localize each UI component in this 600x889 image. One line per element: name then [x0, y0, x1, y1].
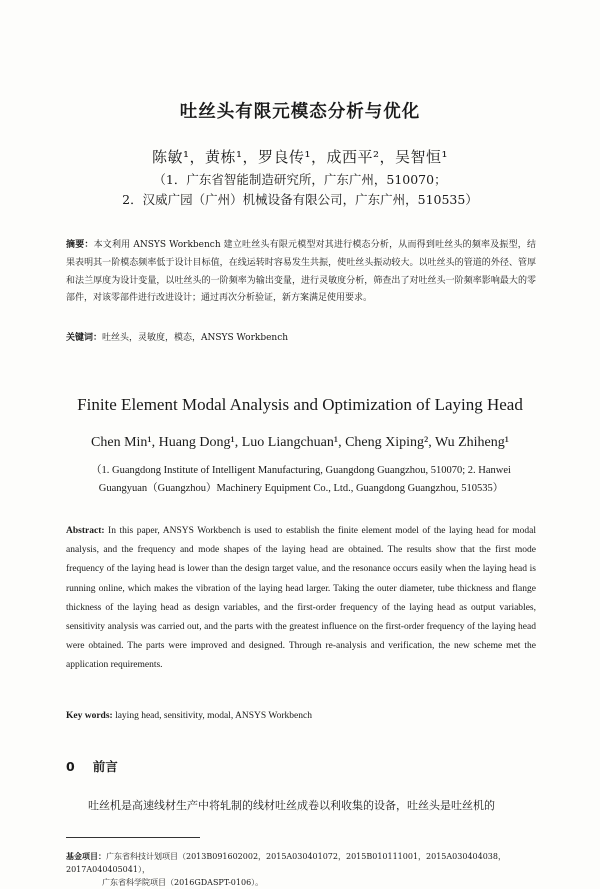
footnote-rule — [66, 837, 200, 838]
zh-affiliation-2: 2．汉威广园（广州）机械设备有限公司，广东广州，510535） — [122, 192, 478, 207]
en-keywords-text: laying head, sensitivity, modal, ANSYS Workbench — [112, 711, 312, 721]
section-number: 0 — [66, 759, 75, 774]
en-abstract-text: In this paper, ANSYS Workbench is used to establish the finite element model of the laying head for modal analysis, and the frequency and mode shapes of the laying head are obtained. The results show that the first mode frequency of the laying head is lower than the design target value, and the resonance occurs easily when the laying head is running online, which makes the vibration of the laying head larger. Taking the outer diameter, tube thickness and flange thickness of the laying head as design variables, and the first-order frequency of the laying head as output variables, sensitivity analysis was carried out, and the parts with the greatest influence on the first-order frequency of the laying head were obtained. The parts were improved and designed. Through re-analysis and verification, the new scheme met the application requirements. — [66, 526, 536, 671]
zh-abstract-label: 摘要： — [66, 240, 94, 250]
zh-abstract-text: 本文利用 ANSYS Workbench 建立吐丝头有限元模型对其进行模态分析，从而得到吐丝头的频率及振型，结果表明其一阶模态频率低于设计目标值，在线运转时容易发生共振，使吐丝头振动较大。以吐丝头的管道的外径、管厚和法兰厚度为设计变量，以吐丝头的一阶频率为输出变量，进行灵敏度分析，筛查出了对吐丝头一阶频率影响最大的零部件，对该零部件进行改进设计；通过再次分析验证，新方案满足使用要求。 — [66, 240, 536, 304]
zh-abstract — [66, 237, 536, 308]
zh-keywords-label: 关键词： — [66, 333, 103, 343]
en-title: Finite Element Modal Analysis and Optimization of Laying Head — [77, 395, 523, 414]
funding-line-2: 广东省科学院项目（2016GDASPT-0106）。 — [102, 878, 264, 887]
en-abstract-label: Abstract: — [66, 526, 105, 536]
en-keywords — [66, 711, 536, 721]
funding-line-1 — [66, 850, 536, 876]
en-authors: Chen Min¹, Huang Dong¹, Luo Liangchuan¹, Cheng Xiping², Wu Zhiheng¹ — [91, 435, 509, 450]
intro-paragraph: 吐丝机是高速线材生产中将轧制的线材吐丝成卷以利收集的设备，吐丝头是吐丝机的 — [88, 799, 495, 812]
zh-title: 吐丝头有限元模态分析与优化 — [179, 102, 421, 122]
section-title: 前言 — [92, 759, 118, 774]
en-abstract — [66, 522, 536, 676]
section-heading — [66, 757, 118, 775]
funding-label: 基金项目： — [66, 852, 106, 861]
en-keywords-label: Key words: — [66, 711, 113, 721]
zh-keywords-text: 吐丝头，灵敏度，模态，ANSYS Workbench — [102, 333, 289, 343]
funding-footnote — [66, 850, 536, 889]
funding-text-1: 广东省科技计划项目（2013B091602002，2015A030401072，2015B010111001，2015A030404038，2017A040405041）， — [66, 852, 506, 874]
zh-affiliation-1: （1．广东省智能制造研究所，广东广州，510070； — [153, 172, 447, 187]
en-affiliation: （1. Guangdong Institute of Intelligent Manufacturing, Guangdong Guangzhou, 510070; 2. Hanwei Guangyuan（Guangzhou）Machinery Equipment Co., Ltd., Guangdong Guangzhou, 510535） — [91, 465, 511, 494]
zh-keywords — [66, 330, 536, 343]
zh-authors: 陈敏¹，黄栋¹，罗良传¹，成西平²，吴智恒¹ — [151, 148, 449, 166]
